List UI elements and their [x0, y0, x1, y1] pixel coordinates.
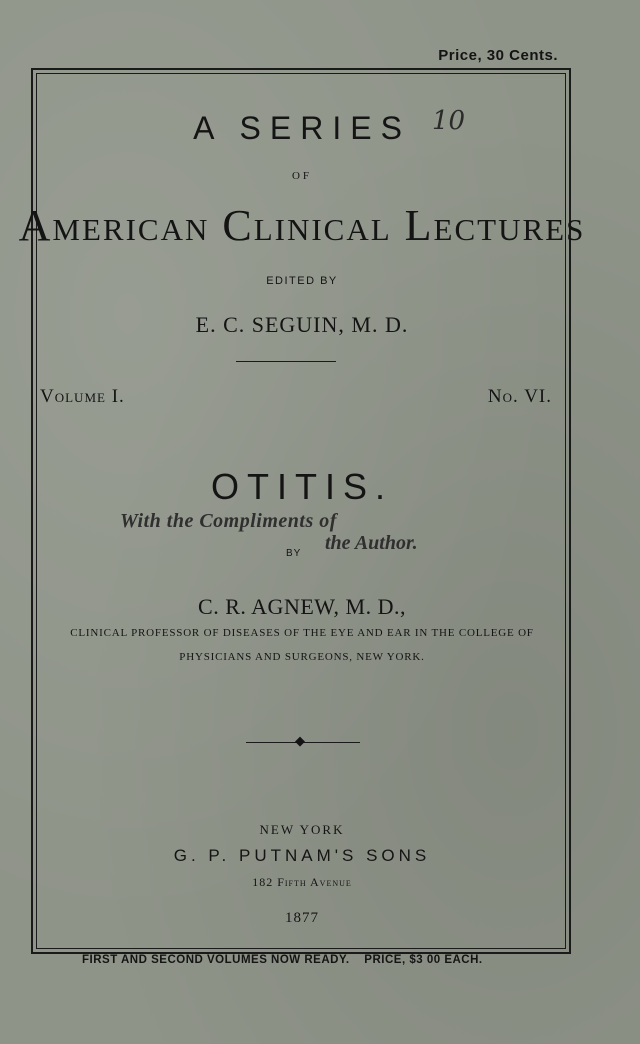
editor-name: E. C. SEGUIN, M. D.	[195, 312, 409, 337]
edited-by-label: EDITED BY	[266, 275, 338, 287]
publication-year: 1877	[285, 910, 319, 926]
footer-notice: FIRST AND SECOND VOLUMES NOW READY. PRICE, $3 00 EACH.	[82, 954, 483, 966]
publisher-address: 182 Fifth Avenue	[252, 875, 352, 889]
by-label: BY	[286, 548, 302, 559]
handwritten-mark: 10	[432, 106, 466, 136]
author-name: C. R. AGNEW, M. D.,	[198, 594, 406, 619]
price-label: Price, 30 Cents.	[438, 47, 558, 64]
of-text: OF	[291, 170, 313, 182]
volume-label: Volume I.	[40, 386, 125, 407]
series-heading: A SERIES	[193, 110, 411, 146]
publisher-city: NEW YORK	[259, 822, 345, 837]
divider-rule	[236, 361, 336, 362]
issue-number: No. VI.	[487, 386, 552, 407]
handwritten-inscription-line2: the Author.	[325, 532, 418, 554]
publisher-name: G. P. PUTNAM'S SONS	[173, 846, 431, 865]
author-affiliation-line1: CLINICAL PROFESSOR OF DISEASES OF THE EYE AND EAR IN THE COLLEGE OF	[70, 627, 534, 639]
main-title: American Clinical Lectures	[18, 201, 586, 250]
handwritten-inscription-line1: With the Compliments of	[120, 510, 337, 532]
lecture-topic: OTITIS.	[211, 466, 393, 507]
author-affiliation-line2: PHYSICIANS AND SURGEONS, NEW YORK.	[179, 651, 425, 663]
ornament-diamond-icon: ◆	[295, 734, 305, 749]
